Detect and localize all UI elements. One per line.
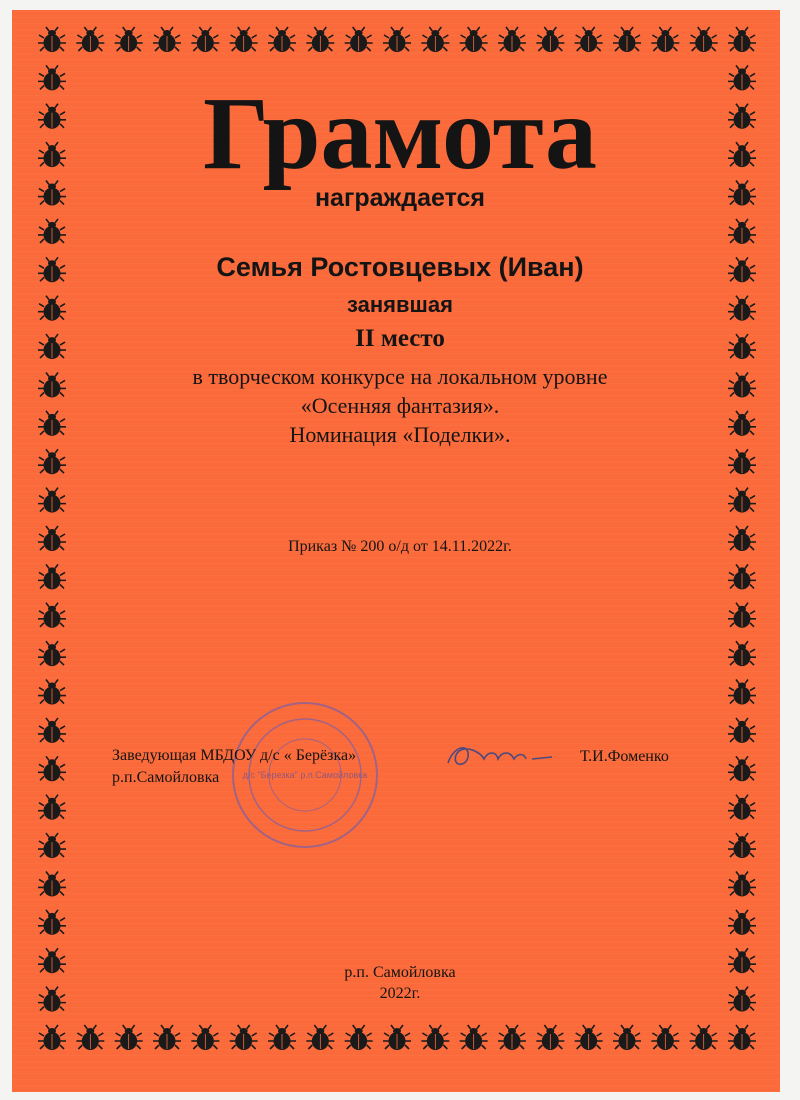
handwritten-signature: [440, 725, 560, 785]
contest-level: в творческом конкурсе на локальном уровне: [192, 364, 608, 389]
contest-nomination: Номинация «Поделки».: [289, 422, 511, 447]
order-reference: Приказ № 200 о/д от 14.11.2022г.: [288, 538, 512, 555]
certificate-title: Грамота: [203, 76, 597, 191]
awarded-label: награждается: [314, 184, 486, 212]
stamp-text: д/с "Березка" р.п.Самойловка: [242, 770, 368, 780]
signer-location: р.п.Самойловка: [112, 768, 220, 786]
issue-place: [0, 963, 800, 1005]
recipient-name: Семья Ростовцевых (Иван): [216, 252, 584, 282]
took-label: занявшая: [347, 292, 453, 317]
contest-name: «Осенняя фантазия».: [300, 393, 500, 418]
signer-name: Т.И.Фоменко: [580, 748, 669, 765]
signer-position: [112, 745, 356, 788]
issue-city: р.п. Самойловка: [344, 964, 456, 981]
issue-year: 2022г.: [379, 984, 421, 1002]
signer-title: Заведующая МБДОУ д/с « Берёзка»: [112, 747, 357, 764]
place-label: II место: [355, 325, 445, 352]
